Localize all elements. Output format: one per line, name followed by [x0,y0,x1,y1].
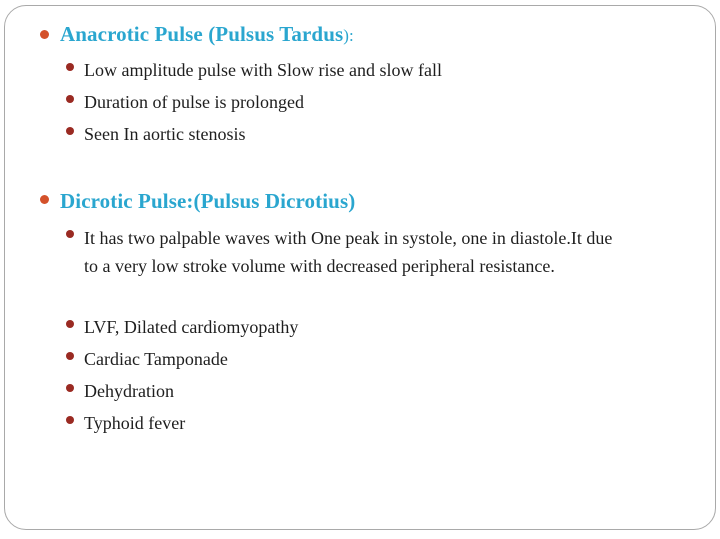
list-item: Low amplitude pulse with Slow rise and slow fall [84,60,442,80]
item-bullet-icon [66,95,74,103]
list-item: It has two palpable waves with One peak in systole, one in diastole.It due to a very low stroke volume with decreased peripheral resistance. [84,228,613,276]
list-item: LVF, Dilated cardiomyopathy [84,317,299,337]
list-item: Dehydration [84,381,174,401]
item-bullet-icon [66,127,74,135]
heading-text: Anacrotic Pulse (Pulsus Tardus [60,22,344,46]
list-item: Typhoid fever [84,413,186,433]
section-heading-anacrotic [60,22,354,47]
section-heading-dicrotic [60,189,355,214]
heading-text: Dicrotic Pulse:(Pulsus Dicrotius) [60,189,356,213]
heading-suffix: ): [343,26,354,45]
item-bullet-icon [66,352,74,360]
list-item: Cardiac Tamponade [84,349,228,369]
item-bullet-icon [66,384,74,392]
list-item: Seen In aortic stenosis [84,124,246,144]
item-bullet-icon [66,320,74,328]
list-item: Duration of pulse is prolonged [84,92,304,112]
heading-bullet-icon [40,30,49,39]
heading-bullet-icon [40,195,49,204]
item-bullet-icon [66,63,74,71]
item-bullet-icon [66,416,74,424]
item-bullet-icon [66,230,74,238]
